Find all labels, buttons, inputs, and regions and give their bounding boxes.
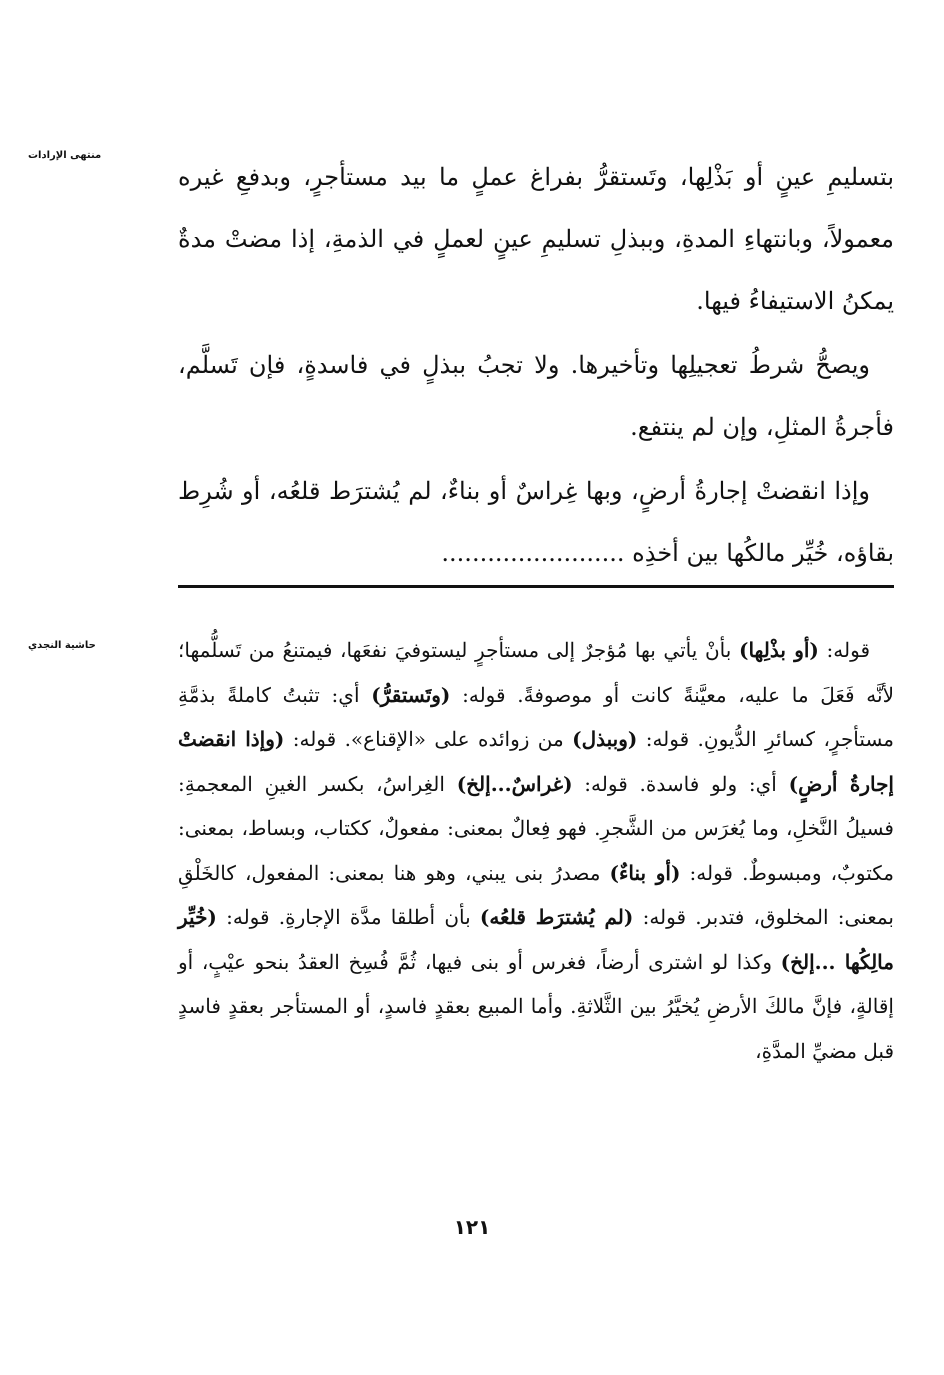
quoted-term: (أو بذْلِها) — [739, 638, 819, 662]
commentary-text-run: بأنْ يأتي بها مُؤجرٌ إلى مستأجرٍ ليستوفيَ نفعَها، فيمتنعُ من تَسلُّمها؛ لأنَّه فَعَلَ ما عليه، معيَّنةً كانت أو موصوفةً. قوله: — [178, 638, 894, 707]
quoted-term: (وإذا انقضتْ إجارةُ أرضٍ) — [178, 727, 894, 796]
commentary-title-label: حاشية النجدي — [28, 640, 96, 651]
commentary-text-run: من زوائده على «الإقناع». قوله: — [284, 727, 573, 751]
commentary-text-run: قوله: — [818, 638, 871, 662]
commentary-text-run: أي: تثبتُ كاملةً بذمَّةِ مستأجرٍ، كسائرِ الدُّيونِ. قوله: — [178, 682, 894, 751]
quoted-term: (وتَستقرُّ) — [371, 682, 451, 707]
quoted-term: (خُيِّر مالِكُها ...إلخ) — [178, 905, 894, 974]
quoted-term: (لم يُشترَط قلعُه) — [479, 905, 634, 929]
commentary-text-run: مصدرُ بنى يبني، وهو هنا بمعنى: المفعول، كالخَلْقِ بمعنى: المخلوق، فتدبر. قوله: — [178, 860, 894, 929]
commentary-text-run: بأن أطلقا مدَّة الإجارةِ. قوله: — [216, 905, 480, 929]
commentary-text-run: أي: ولو فاسدة. قوله: — [572, 771, 789, 796]
main-paragraph-2: ويصحُّ شرطُ تعجيلِها وتأخيرها. ولا تجبُ ببذلٍ في فاسدةٍ، فإن تَسلَّم، فأجرةُ المثلِ، وإن لم ينتفع. — [178, 351, 894, 441]
page-number: ١٢١ — [453, 1215, 491, 1239]
main-paragraph-3: وإذا انقضتْ إجارةُ أرضٍ، وبها غِراسٌ أو بناءٌ، لم يُشترَط قلعُه، أو شُرِط بقاؤه، خُيِّر مالكُها بين أخذِه ........................ — [178, 477, 894, 567]
main-text — [178, 146, 894, 586]
quoted-term: (غراسٌ...إلخ) — [456, 771, 573, 796]
book-title-label: منتهى الإرادات — [28, 150, 102, 161]
commentary-text — [178, 628, 894, 1073]
commentary-paragraph — [178, 628, 894, 1073]
quoted-term: (أو بناءٌ) — [609, 860, 681, 885]
section-divider — [178, 585, 894, 588]
main-paragraph-1: بتسليمِ عينٍ أو بَذْلِها، وتَستقرُّ بفراغ عملٍ ما بيد مستأجرٍ، وبدفعِ غيره معمولاً، وبانتهاءِ المدةِ، وببذلِ تسليمِ عينٍ لعملٍ في الذمةِ، إذا مضتْ مدةٌ يمكنُ الاستيفاءُ فيها. — [178, 163, 895, 315]
commentary-text-run: وكذا لو اشترى أرضاً، فغرس أو بنى فيها، ثُمَّ فُسِخ العقدُ بنحو عيْبٍ، أو إقالةٍ، فإنَّ مالكَ الأرضِ يُخيَّرُ بين الثَّلاثةِ. وأما المبيع بعقدٍ فاسدٍ، أو المستأجر بعقدٍ فاسدٍ قبل مضيِّ المدَّةِ، — [178, 949, 894, 1063]
commentary-text-run: الغِراسُ، بكسر الغينِ المعجمةِ: فسيلُ النَّخلِ، وما يُغرَس من الشَّجرِ. فهو فِعالٌ بمعنى: مفعولٌ، ككتاب، وبساط، بمعنى: مكتوبٌ، ومبسوطٌ. قوله: — [178, 771, 894, 885]
quoted-term: (وببذل) — [572, 727, 638, 751]
